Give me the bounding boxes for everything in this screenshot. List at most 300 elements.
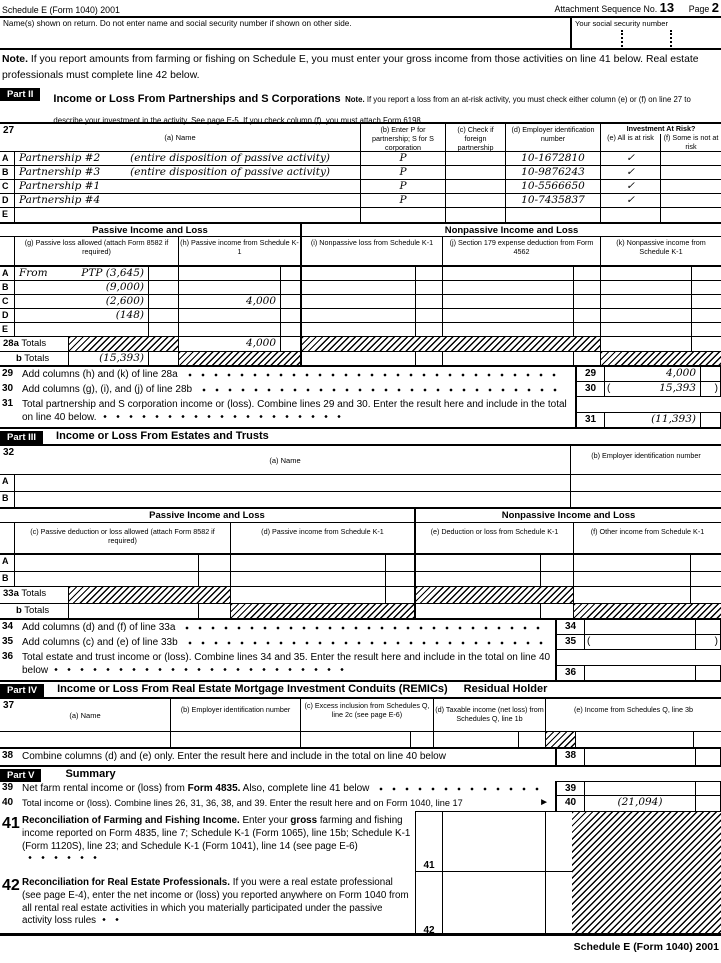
p2-pl-b-k[interactable] bbox=[600, 281, 691, 294]
line33b-c-total[interactable] bbox=[68, 604, 198, 618]
col-h-header: (h) Passive income from Schedule K-1 bbox=[178, 237, 300, 265]
line28a-row bbox=[0, 337, 721, 352]
p3-row-b bbox=[0, 492, 721, 507]
cents-cell bbox=[385, 555, 414, 571]
p2-row-b-name-cell[interactable] bbox=[14, 166, 360, 179]
arrow-icon: ► bbox=[539, 797, 549, 808]
line33a-label: 33a Totals bbox=[3, 588, 47, 599]
cents-cell bbox=[280, 337, 300, 351]
line34-box-label: 34 bbox=[555, 620, 585, 635]
part4-title: Income or Loss From Real Estate Mortgage Investment Conduits (REMICs) bbox=[57, 683, 448, 695]
p2-row-a-foreign[interactable] bbox=[445, 152, 505, 165]
line28b-label: b Totals bbox=[16, 353, 50, 364]
top-note-text: If you report amounts from farming or fishing on Schedule E, you must enter your gross income from those activities on line 41 below. Real estate professionals must complete line 42 below. bbox=[2, 54, 699, 81]
p2-pl-d-j[interactable] bbox=[442, 309, 573, 322]
p3-row-a-name[interactable] bbox=[14, 475, 570, 491]
page-label: Page bbox=[688, 4, 710, 14]
line33a-d-total[interactable] bbox=[230, 587, 385, 603]
cents-cell bbox=[545, 872, 572, 936]
line34-amount[interactable] bbox=[585, 620, 695, 635]
p3-col-a-header: (a) Name bbox=[269, 455, 301, 465]
page-footer bbox=[0, 936, 721, 953]
line34-text: Add columns (d) and (f) of line 33a bbox=[22, 622, 176, 633]
p2-row-e-type[interactable] bbox=[360, 208, 445, 222]
line40-box-label: 40 bbox=[555, 796, 585, 811]
row-letter: B bbox=[2, 282, 9, 292]
line40-amount[interactable]: (21,094) bbox=[617, 796, 663, 808]
line29-row bbox=[0, 367, 721, 382]
part2-heading bbox=[53, 87, 721, 129]
line31-box-col bbox=[575, 397, 721, 427]
line41-number: 41 bbox=[2, 815, 20, 832]
line30-row bbox=[0, 382, 721, 397]
p2-pl-row-c bbox=[0, 295, 721, 309]
p2-pl-a-h[interactable] bbox=[178, 267, 280, 280]
cents-cell bbox=[690, 555, 721, 571]
cents-cell bbox=[690, 587, 721, 603]
line32-header-row bbox=[0, 444, 721, 475]
row-letter: B bbox=[2, 573, 9, 583]
p2-pl-b-h[interactable] bbox=[178, 281, 280, 294]
col-f3-header: (f) Other income from Schedule K-1 bbox=[573, 523, 721, 553]
cents-cell bbox=[540, 604, 573, 618]
p2-pl-c-i[interactable] bbox=[300, 295, 415, 308]
p2-row-c-not-at-risk-check[interactable] bbox=[660, 180, 721, 193]
p2-row-a-not-at-risk-check[interactable] bbox=[660, 152, 721, 165]
line31-text-area bbox=[0, 397, 575, 427]
line36-number: 36 bbox=[2, 651, 14, 662]
cents-cell bbox=[148, 267, 178, 280]
p2-row-e-at-risk-check[interactable] bbox=[600, 208, 660, 222]
line35-number: 35 bbox=[2, 636, 14, 647]
line31-amount[interactable]: (11,393) bbox=[605, 412, 700, 427]
p2-pl-d-g[interactable]: (148) bbox=[14, 309, 148, 322]
row-letter: D bbox=[2, 195, 9, 205]
line38-text-area bbox=[0, 749, 555, 765]
line33a-c-shaded bbox=[68, 587, 230, 603]
line35-text: Add columns (c) and (e) of line 33b bbox=[22, 637, 178, 648]
cents-cell bbox=[410, 732, 433, 747]
p2-row-c-foreign[interactable] bbox=[445, 180, 505, 193]
line41-text: Reconciliation of Farming and Fishing Income. Enter your gross farming and fishing income reported on Form 4835, line 7; Schedule K-1 (Form 1065), line 15b; Schedule K-1 (Form 1120S), line 23; and Schedule K-1 (Form 1041), line 14 (see page E-6) bbox=[22, 815, 415, 871]
p2-pl-a-g[interactable] bbox=[14, 267, 148, 280]
line42-text-area bbox=[0, 871, 415, 936]
line33a-f-total[interactable] bbox=[573, 587, 690, 603]
col-d-header: (d) Employer identification number bbox=[505, 124, 600, 151]
part4-subtitle: Residual Holder bbox=[463, 683, 548, 695]
part3-band bbox=[0, 427, 721, 444]
cents-cell bbox=[691, 309, 721, 322]
p2-row-d-name-cell[interactable] bbox=[14, 194, 360, 207]
p2-pl-b-i[interactable] bbox=[300, 281, 415, 294]
p2-row-e-foreign[interactable] bbox=[445, 208, 505, 222]
p2-row-c bbox=[0, 180, 721, 194]
line33b-d-shaded bbox=[230, 604, 414, 618]
line42-amount[interactable] bbox=[443, 872, 545, 936]
form-id: Schedule E (Form 1040) 2001 bbox=[2, 5, 120, 15]
footer-form-id: Schedule E (Form 1040) 2001 bbox=[573, 941, 719, 953]
p3-pl-b-e[interactable] bbox=[414, 572, 540, 586]
line29-number: 29 bbox=[2, 368, 14, 379]
paren-close: ) bbox=[695, 635, 721, 650]
p4-col-d-header: (d) Taxable income (net loss) from Schedules Q, line 1b bbox=[433, 699, 545, 731]
p2-pl-e-j[interactable] bbox=[442, 323, 573, 336]
part4-band bbox=[0, 680, 721, 697]
line34-row bbox=[0, 620, 721, 635]
p2-row-b-not-at-risk-check[interactable] bbox=[660, 166, 721, 179]
cents-cell bbox=[415, 281, 442, 294]
p2-pl-row-d bbox=[0, 309, 721, 323]
p2-pl-c-h[interactable]: 4,000 bbox=[178, 295, 280, 308]
line28b-g-total[interactable]: (15,393) bbox=[68, 352, 148, 365]
p2-pl-c-j[interactable] bbox=[442, 295, 573, 308]
cents-cell bbox=[695, 749, 721, 765]
at-risk-header: Investment At Risk? bbox=[626, 124, 696, 133]
p2-pl-e-k[interactable] bbox=[600, 323, 691, 336]
cents-cell bbox=[198, 604, 230, 618]
cents-cell bbox=[280, 309, 300, 322]
dot-leader bbox=[188, 639, 545, 647]
p2-row-b-at-risk-check[interactable]: ✓ bbox=[600, 166, 660, 179]
line42-box bbox=[415, 872, 572, 936]
p2-row-a-name-cell[interactable] bbox=[14, 152, 360, 165]
recon-shaded-area bbox=[572, 811, 721, 933]
cents-cell bbox=[415, 295, 442, 308]
line28b-row bbox=[0, 352, 721, 367]
p4-col-a-header-cell bbox=[0, 699, 170, 731]
line28a-k-total[interactable] bbox=[600, 337, 691, 351]
cents-cell bbox=[695, 620, 721, 635]
line29-text: Add columns (h) and (k) of line 28a bbox=[22, 369, 178, 380]
part2-note: If you report a loss from an at-risk activity, you must check either column (e) or (f) on line 27 to describe your investment in the activity. See page E-5. If you check column (f), you must attach Form 6198. bbox=[53, 95, 691, 126]
col-i-header: (i) Nonpassive loss from Schedule K-1 bbox=[300, 237, 442, 265]
p2-pl-a-k[interactable] bbox=[600, 267, 691, 280]
p2-pl-b-g[interactable]: (9,000) bbox=[14, 281, 148, 294]
cents-cell bbox=[691, 281, 721, 294]
part3-title: Income or Loss From Estates and Trusts bbox=[56, 430, 269, 442]
p2-pl-d-i[interactable] bbox=[300, 309, 415, 322]
line40-text-area bbox=[0, 796, 555, 811]
row-letter: E bbox=[2, 209, 9, 219]
part2-title: Income or Loss From Partnerships and S Corporations bbox=[53, 93, 341, 105]
line39-text-area bbox=[0, 781, 555, 796]
p2-pl-d-h[interactable] bbox=[178, 309, 280, 322]
line33b-f-shaded bbox=[573, 604, 721, 618]
p3-pl-b-c[interactable] bbox=[14, 572, 198, 586]
p2-row-d-foreign[interactable] bbox=[445, 194, 505, 207]
row-letter: C bbox=[2, 296, 9, 306]
line35-text-area bbox=[0, 635, 555, 650]
recon-box-col bbox=[415, 811, 572, 936]
name-instruction[interactable]: Name(s) shown on return. Do not enter name and social security number if shown on other side. bbox=[3, 19, 352, 28]
p2-row-e-ein[interactable] bbox=[505, 208, 600, 222]
p2-row-e-name-cell[interactable] bbox=[14, 208, 360, 222]
line35-box-label: 35 bbox=[555, 635, 585, 650]
cents-cell bbox=[148, 352, 178, 365]
line39-amount[interactable] bbox=[585, 781, 695, 796]
line27-number: 27 bbox=[3, 125, 15, 136]
line37-header-row bbox=[0, 697, 721, 732]
line42-text: Reconciliation for Real Estate Professionals. If you were a real estate professional (see page E-4), enter the net income or (loss) you reported anywhere on Form 1040 from all rental real estate activities in which you materially participated under the passive activity loss rules bbox=[22, 877, 409, 927]
page-top-header bbox=[0, 0, 721, 16]
cents-cell bbox=[540, 572, 573, 586]
row-letter: A bbox=[2, 153, 9, 163]
col-e-header: (e) All is at risk bbox=[601, 134, 661, 152]
part5-tag: Part V bbox=[0, 769, 41, 782]
line41-box-label: 41 bbox=[415, 812, 443, 871]
at-risk-header-cell bbox=[600, 124, 721, 151]
line30-amount-cell[interactable] bbox=[605, 382, 700, 397]
line37-number: 37 bbox=[3, 700, 15, 711]
name-ssn-box bbox=[0, 16, 721, 50]
attachment-and-page bbox=[554, 0, 719, 15]
line38-number: 38 bbox=[2, 750, 14, 761]
p2-row-d bbox=[0, 194, 721, 208]
cents-cell bbox=[415, 323, 442, 336]
cents-cell bbox=[693, 732, 721, 747]
cents-cell bbox=[385, 572, 414, 586]
p2-row-a-ein[interactable]: 10-1672810 bbox=[505, 152, 600, 165]
p3-pl-a-d[interactable] bbox=[230, 555, 385, 571]
cents-cell bbox=[198, 572, 230, 586]
line31-row bbox=[0, 397, 721, 427]
p3-row-b-ein[interactable] bbox=[570, 492, 721, 507]
row-letter: A bbox=[2, 268, 9, 278]
cents-cell bbox=[280, 267, 300, 280]
cents-cell bbox=[573, 309, 600, 322]
p2-row-c-name-cell[interactable] bbox=[14, 180, 360, 193]
line38-amount[interactable] bbox=[585, 749, 695, 765]
p3-passive-header: Passive Income and Loss bbox=[149, 510, 265, 521]
paren-close: ) bbox=[700, 382, 721, 397]
line38-row bbox=[0, 749, 721, 765]
cents-cell bbox=[385, 587, 414, 603]
line36-box-col bbox=[555, 650, 721, 680]
p2-row-c-ein[interactable]: 10-5566650 bbox=[505, 180, 600, 193]
col-j-header: (j) Section 179 expense deduction from Form 4562 bbox=[442, 237, 600, 265]
line36-amount[interactable] bbox=[585, 665, 695, 680]
line33b-label: b Totals bbox=[16, 605, 50, 616]
cents-cell bbox=[415, 352, 442, 365]
cents-cell bbox=[573, 281, 600, 294]
col-k-header: (k) Nonpassive income from Schedule K-1 bbox=[600, 237, 721, 265]
line35-amount-cell[interactable] bbox=[585, 635, 695, 650]
line40-row bbox=[0, 796, 721, 811]
p3-pl-a-e[interactable] bbox=[414, 555, 540, 571]
paren-open: ( bbox=[607, 383, 611, 394]
p2-pl-a-g-value: PTP (3,645) bbox=[81, 267, 144, 279]
p2-pl-a-g-note: From bbox=[19, 267, 48, 279]
p3-pl-b-f[interactable] bbox=[573, 572, 690, 586]
p2-row-d-ein[interactable]: 10-7435837 bbox=[505, 194, 600, 207]
line31-text: Total partnership and S corporation income or (loss). Combine lines 29 and 30. Enter the result here and include in the total on line 40 below. bbox=[22, 399, 567, 423]
p3-nonpassive-header: Nonpassive Income and Loss bbox=[414, 509, 721, 522]
p2-pl-e-i[interactable] bbox=[300, 323, 415, 336]
col-f-header: (f) Some is not at risk bbox=[663, 133, 719, 151]
row-letter: B bbox=[2, 493, 9, 503]
col-e3-header: (e) Deduction or loss from Schedule K-1 bbox=[414, 523, 573, 553]
cents-cell bbox=[148, 309, 178, 322]
col-b-header: (b) Enter P for partnership; S for S corporation bbox=[360, 124, 445, 151]
page-number: 2 bbox=[711, 0, 719, 15]
line38-box-label: 38 bbox=[555, 749, 585, 765]
attachment-seq-no: 13 bbox=[659, 0, 675, 15]
line30-text: Add columns (g), (i), and (j) of line 28b bbox=[22, 384, 193, 395]
p3-col-a-header-cell bbox=[0, 446, 570, 474]
p4-row-e[interactable] bbox=[575, 732, 693, 747]
line30-amount: 15,393 bbox=[659, 382, 696, 394]
p2-section-band bbox=[0, 222, 721, 236]
col-a-header-cell bbox=[0, 124, 360, 151]
line39-text: Net farm rental income or (loss) from Form 4835. Also, complete line 41 below bbox=[22, 783, 370, 794]
col-a-header: (a) Name bbox=[164, 133, 196, 142]
line28b-i-total[interactable] bbox=[300, 352, 415, 365]
cents-cell bbox=[573, 267, 600, 280]
p2-row-b-detail: (entire disposition of passive activity) bbox=[130, 166, 331, 178]
p2-row-a-name: Partnership #2 bbox=[19, 152, 101, 164]
line41-amount[interactable] bbox=[443, 812, 545, 871]
line38-text: Combine columns (d) and (e) only. Enter the result here and include in the total on line 40 below bbox=[22, 751, 446, 762]
cents-cell bbox=[695, 796, 721, 811]
p2-row-d-type[interactable]: P bbox=[360, 194, 445, 207]
dot-leader bbox=[185, 624, 545, 632]
p2-row-a-type[interactable]: P bbox=[360, 152, 445, 165]
recon-text-col bbox=[0, 811, 415, 933]
dot-leader bbox=[379, 785, 545, 793]
row-letter: A bbox=[2, 556, 9, 566]
p2-pl-a-j[interactable] bbox=[442, 267, 573, 280]
line30-number: 30 bbox=[2, 383, 14, 394]
line30-text-area bbox=[0, 382, 575, 397]
p2-row-a bbox=[0, 152, 721, 166]
line28b-j-total[interactable] bbox=[442, 352, 573, 365]
p3-section-band bbox=[0, 507, 721, 522]
p2-pl-d-k[interactable] bbox=[600, 309, 691, 322]
line28b-k-shaded bbox=[600, 352, 721, 365]
top-note-bold: Note. bbox=[2, 54, 28, 65]
cents-cell bbox=[280, 281, 300, 294]
p4-col-b-header: (b) Employer identification number bbox=[170, 699, 300, 731]
p2-nonpassive-header: Nonpassive Income and Loss bbox=[300, 224, 721, 236]
row-letter: D bbox=[2, 310, 9, 320]
cents-cell bbox=[415, 309, 442, 322]
line28b-h-shaded bbox=[178, 352, 300, 365]
p2-pl-c-g[interactable]: (2,600) bbox=[14, 295, 148, 308]
p2-pl-e-h[interactable] bbox=[178, 323, 280, 336]
line41-box bbox=[415, 812, 572, 872]
p3-pl-row-b bbox=[0, 572, 721, 587]
p3-pl-a-c[interactable] bbox=[14, 555, 198, 571]
p2-row-b bbox=[0, 166, 721, 180]
line41-text-area bbox=[0, 811, 415, 871]
cents-cell bbox=[518, 732, 545, 747]
cents-cell bbox=[415, 267, 442, 280]
col-c3-header: (c) Passive deduction or loss allowed (attach Form 8582 if required) bbox=[14, 523, 230, 553]
cents-cell bbox=[573, 323, 600, 336]
p3-row-b-name[interactable] bbox=[14, 492, 570, 507]
p2-row-c-at-risk-check[interactable]: ✓ bbox=[600, 180, 660, 193]
part2-band bbox=[0, 86, 721, 126]
line28a-label: 28a Totals bbox=[3, 338, 47, 349]
p2-pl-c-k[interactable] bbox=[600, 295, 691, 308]
cents-cell bbox=[573, 352, 600, 365]
p2-pl-header-row bbox=[0, 236, 721, 267]
p4-row-name[interactable] bbox=[0, 732, 170, 747]
p2-row-b-type[interactable]: P bbox=[360, 166, 445, 179]
attachment-seq-label: Attachment Sequence No. bbox=[554, 4, 658, 14]
ssn-label: Your social security number bbox=[575, 19, 668, 28]
p2-pl-a-i[interactable] bbox=[300, 267, 415, 280]
p4-row-c[interactable] bbox=[300, 732, 410, 747]
p2-passive-header: Passive Income and Loss bbox=[92, 225, 208, 236]
p2-row-d-at-risk-check[interactable]: ✓ bbox=[600, 194, 660, 207]
p2-row-b-foreign[interactable] bbox=[445, 166, 505, 179]
p2-row-a-at-risk-check[interactable]: ✓ bbox=[600, 152, 660, 165]
p2-row-c-type[interactable]: P bbox=[360, 180, 445, 193]
line28a-h-total[interactable]: 4,000 bbox=[178, 337, 280, 351]
p2-row-b-ein[interactable]: 10-9876243 bbox=[505, 166, 600, 179]
line36-box-label: 36 bbox=[555, 665, 585, 680]
cents-cell bbox=[540, 555, 573, 571]
line35-row bbox=[0, 635, 721, 650]
cents-cell bbox=[691, 323, 721, 336]
p2-row-d-not-at-risk-check[interactable] bbox=[660, 194, 721, 207]
p2-pl-e-g[interactable] bbox=[14, 323, 148, 336]
p4-row-e-shaded bbox=[545, 732, 575, 747]
p2-row-c-name: Partnership #1 bbox=[19, 180, 101, 192]
line30-box-label: 30 bbox=[575, 382, 605, 397]
line34-number: 34 bbox=[2, 621, 14, 632]
p3-pl-a-f[interactable] bbox=[573, 555, 690, 571]
cents-cell bbox=[280, 323, 300, 336]
p2-pl-b-j[interactable] bbox=[442, 281, 573, 294]
p3-row-a-ein[interactable] bbox=[570, 475, 721, 491]
p3-row-a bbox=[0, 475, 721, 492]
p4-col-a-header: (a) Name bbox=[69, 710, 101, 720]
p2-row-e-not-at-risk-check[interactable] bbox=[660, 208, 721, 222]
line33b-e-total[interactable] bbox=[414, 604, 540, 618]
p3-pl-row-a bbox=[0, 555, 721, 572]
p4-row-ein[interactable] bbox=[170, 732, 300, 747]
p3-pl-b-d[interactable] bbox=[230, 572, 385, 586]
line42-number: 42 bbox=[2, 877, 20, 894]
row-letter: A bbox=[2, 476, 9, 486]
p2-pl-row-a bbox=[0, 267, 721, 281]
p3-col-b-header: (b) Employer identification number bbox=[570, 446, 721, 474]
line29-amount[interactable]: 4,000 bbox=[605, 367, 700, 382]
line39-box-label: 39 bbox=[555, 781, 585, 796]
line33b-row bbox=[0, 604, 721, 620]
cents-cell bbox=[690, 572, 721, 586]
p4-row-d[interactable] bbox=[433, 732, 518, 747]
reconciliation-block bbox=[0, 811, 721, 936]
cents-cell bbox=[691, 295, 721, 308]
part5-band bbox=[0, 765, 721, 781]
row-letter: B bbox=[2, 167, 9, 177]
line32-number: 32 bbox=[3, 447, 15, 458]
cents-cell bbox=[691, 337, 721, 351]
cents-cell bbox=[573, 295, 600, 308]
dot-leader bbox=[202, 386, 565, 394]
row-letter: C bbox=[2, 181, 9, 191]
line28a-ij-shaded bbox=[300, 337, 600, 351]
cents-cell bbox=[198, 555, 230, 571]
line27-header-row bbox=[0, 122, 721, 152]
ssn-input[interactable] bbox=[575, 30, 718, 47]
line31-box-label: 31 bbox=[575, 412, 605, 427]
line42-box-label: 42 bbox=[415, 872, 443, 936]
line36-text: Total estate and trust income or (loss). Combine lines 34 and 35. Enter the result here and include in the total on line 40 below bbox=[22, 652, 551, 676]
